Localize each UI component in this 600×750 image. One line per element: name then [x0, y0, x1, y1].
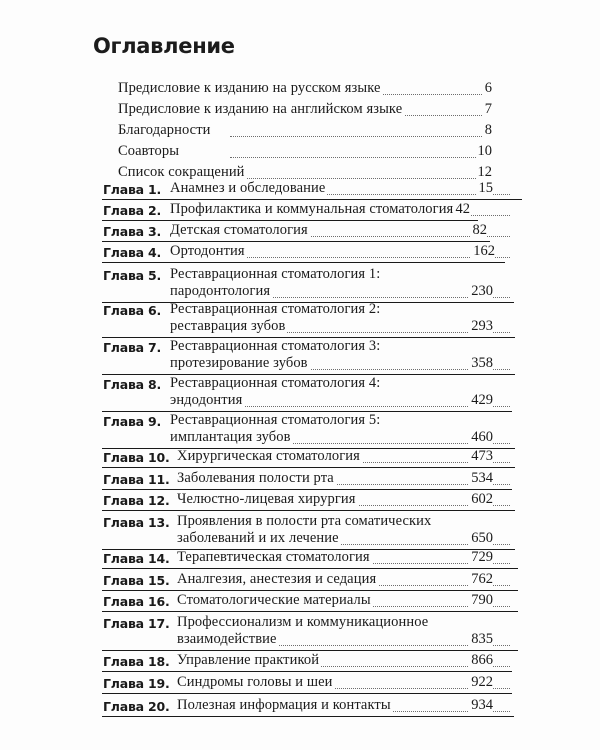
front-entry-text: Благодарности — [118, 122, 211, 138]
chapter-label: Глава 14. — [103, 551, 170, 566]
chapter-title-text: Хирургическая стоматология — [177, 448, 360, 464]
chapter-label: Глава 12. — [103, 493, 170, 508]
chapter-title-text: Челюстно-лицевая хирургия — [177, 491, 356, 507]
chapter-underline — [102, 693, 512, 694]
dot-leader — [230, 178, 482, 179]
chapter-title-text: Профессионализм и коммуникационное — [177, 614, 429, 630]
chapter-underline — [102, 411, 512, 412]
chapter-title-text: Реставрационная стоматология 3: — [170, 338, 381, 354]
chapter-title-text: Терапевтическая стоматология — [177, 549, 370, 565]
chapter-page-number: 230 — [471, 283, 493, 299]
front-entry-text: Соавторы — [118, 143, 180, 159]
front-entry — [118, 164, 247, 181]
chapter-title-line — [177, 549, 372, 566]
chapter-title-text: Синдромы головы и шеи — [177, 674, 333, 690]
chapter-title-line — [177, 491, 358, 508]
chapter-label: Глава 4. — [103, 245, 162, 260]
chapter-title-line — [170, 318, 287, 335]
chapter-label: Глава 2. — [103, 203, 162, 218]
chapter-title-line — [170, 355, 310, 372]
chapter-title-text: Аналгезия, анестезия и седация — [177, 571, 377, 587]
chapter-page-number: 429 — [471, 392, 493, 408]
chapter-underline — [102, 489, 512, 490]
chapter-label: Глава 20. — [103, 699, 170, 714]
chapter-title-text: имплантация зубов — [170, 429, 291, 445]
chapter-title-text: Полезная информация и контакты — [177, 697, 391, 713]
chapter-title-text: Профилактика и коммунальная стоматология — [170, 201, 454, 217]
front-page-number: 7 — [484, 101, 492, 117]
chapter-title-text: Реставрационная стоматология 1: — [170, 266, 381, 282]
chapter-page-number: 293 — [471, 318, 493, 334]
chapter-label: Глава 9. — [103, 414, 162, 429]
chapter-title-line — [170, 222, 310, 239]
chapter-underline — [102, 199, 522, 200]
dot-leader — [210, 257, 510, 258]
chapter-underline — [102, 549, 515, 550]
front-entry — [118, 80, 383, 97]
chapter-underline — [102, 374, 515, 375]
chapter-label: Глава 16. — [103, 594, 170, 609]
chapter-title-text: Управление практикой — [177, 652, 320, 668]
chapter-page-number: 762 — [471, 571, 493, 587]
chapter-title-text: Заболевания полости рта — [177, 470, 334, 486]
chapter-title-line — [170, 392, 244, 409]
front-page-number: 10 — [477, 143, 492, 159]
chapter-title-line — [170, 243, 247, 260]
chapter-title-text: реставрация зубов — [170, 318, 286, 334]
chapter-label: Глава 3. — [103, 224, 162, 239]
dot-leader — [230, 136, 482, 137]
chapter-title-line — [177, 571, 378, 588]
chapter-label: Глава 18. — [103, 654, 170, 669]
chapter-title-text: взаимодействие — [177, 631, 277, 647]
chapter-title-text: Детская стоматология — [170, 222, 308, 238]
chapter-title-text: протезирование зубов — [170, 355, 308, 371]
chapter-underline — [102, 510, 515, 511]
chapter-title-line — [170, 283, 272, 300]
chapter-title-line — [170, 180, 327, 197]
chapter-title-text: Реставрационная стоматология 5: — [170, 412, 381, 428]
chapter-page-number: 473 — [471, 448, 493, 464]
chapter-underline — [102, 337, 515, 338]
front-page-number: 6 — [484, 80, 492, 96]
chapter-underline — [102, 220, 478, 221]
front-entry — [118, 101, 404, 118]
chapter-title-line — [177, 697, 393, 714]
chapter-label: Глава 6. — [103, 303, 162, 318]
chapter-label: Глава 11. — [103, 472, 170, 487]
chapter-underline — [102, 302, 514, 303]
chapter-underline — [102, 448, 515, 449]
chapter-title-text: пародонтология — [170, 283, 271, 299]
chapter-title-line — [170, 412, 382, 429]
chapter-label: Глава 10. — [103, 450, 170, 465]
chapter-title-line — [170, 266, 382, 283]
chapter-label: Глава 15. — [103, 573, 170, 588]
chapter-label: Глава 19. — [103, 676, 170, 691]
chapter-page-number: 790 — [471, 592, 493, 608]
dot-leader — [230, 157, 482, 158]
chapter-title-line — [177, 652, 321, 669]
chapter-page-number: 866 — [471, 652, 493, 668]
chapter-underline — [102, 671, 512, 672]
chapter-underline — [102, 716, 514, 717]
chapter-page-number: 934 — [471, 697, 493, 713]
chapter-label: Глава 13. — [103, 515, 170, 530]
chapter-title-line — [170, 201, 455, 218]
chapter-title-line — [177, 592, 373, 609]
chapter-label: Глава 8. — [103, 377, 162, 392]
chapter-underline — [102, 467, 515, 468]
chapter-title-line — [177, 631, 279, 648]
chapter-title-text: Ортодонтия — [170, 243, 245, 259]
chapter-underline — [102, 590, 518, 591]
chapter-label: Глава 17. — [103, 616, 170, 631]
chapter-underline — [102, 650, 518, 651]
front-entry — [118, 122, 213, 139]
front-entry-text: Предисловие к изданию на английском языке — [118, 101, 403, 117]
chapter-page-number: 922 — [471, 674, 493, 690]
front-page-number: 8 — [484, 122, 492, 138]
chapter-label: Глава 5. — [103, 268, 162, 283]
chapter-label: Глава 1. — [103, 182, 162, 197]
front-page-number: 12 — [477, 164, 492, 180]
chapter-page-number: 15 — [478, 180, 493, 196]
chapter-underline — [102, 611, 518, 612]
chapter-title-line — [177, 513, 433, 530]
chapter-title-text: Проявления в полости рта соматических — [177, 513, 432, 529]
chapter-page-number: 460 — [471, 429, 493, 445]
chapter-title-text: эндодонтия — [170, 392, 243, 408]
dot-leader — [210, 406, 510, 407]
chapter-title-line — [177, 448, 362, 465]
front-entry — [118, 143, 181, 160]
chapter-page-number: 602 — [471, 491, 493, 507]
chapter-page-number: 162 — [473, 243, 495, 259]
chapter-title-line — [177, 470, 336, 487]
chapter-title-text: Реставрационная стоматология 4: — [170, 375, 381, 391]
front-entry-text: Предисловие к изданию на русском языке — [118, 80, 381, 96]
chapter-title-line — [177, 614, 430, 631]
chapter-page-number: 42 — [455, 201, 470, 217]
chapter-page-number: 835 — [471, 631, 493, 647]
chapter-underline — [102, 241, 490, 242]
chapter-title-line — [170, 429, 293, 446]
chapter-page-number: 82 — [472, 222, 487, 238]
chapter-title-line — [170, 375, 382, 392]
chapter-page-number: 650 — [471, 530, 493, 546]
chapter-underline — [102, 262, 505, 263]
chapter-title-line — [170, 338, 382, 355]
chapter-title-line — [177, 530, 341, 547]
chapter-title-text: Анамнез и обследование — [170, 180, 326, 196]
chapter-title-text: Стоматологические материалы — [177, 592, 371, 608]
chapter-page-number: 729 — [471, 549, 493, 565]
chapter-underline — [102, 568, 518, 569]
chapter-title-line — [177, 674, 335, 691]
chapter-title-text: заболеваний и их лечение — [177, 530, 339, 546]
page-title: Оглавление — [93, 34, 235, 58]
chapter-page-number: 534 — [471, 470, 493, 486]
chapter-title-text: Реставрационная стоматология 2: — [170, 301, 381, 317]
chapter-page-number: 358 — [471, 355, 493, 371]
front-entry-text: Список сокращений — [118, 164, 245, 180]
chapter-title-line — [170, 301, 382, 318]
chapter-label: Глава 7. — [103, 340, 162, 355]
